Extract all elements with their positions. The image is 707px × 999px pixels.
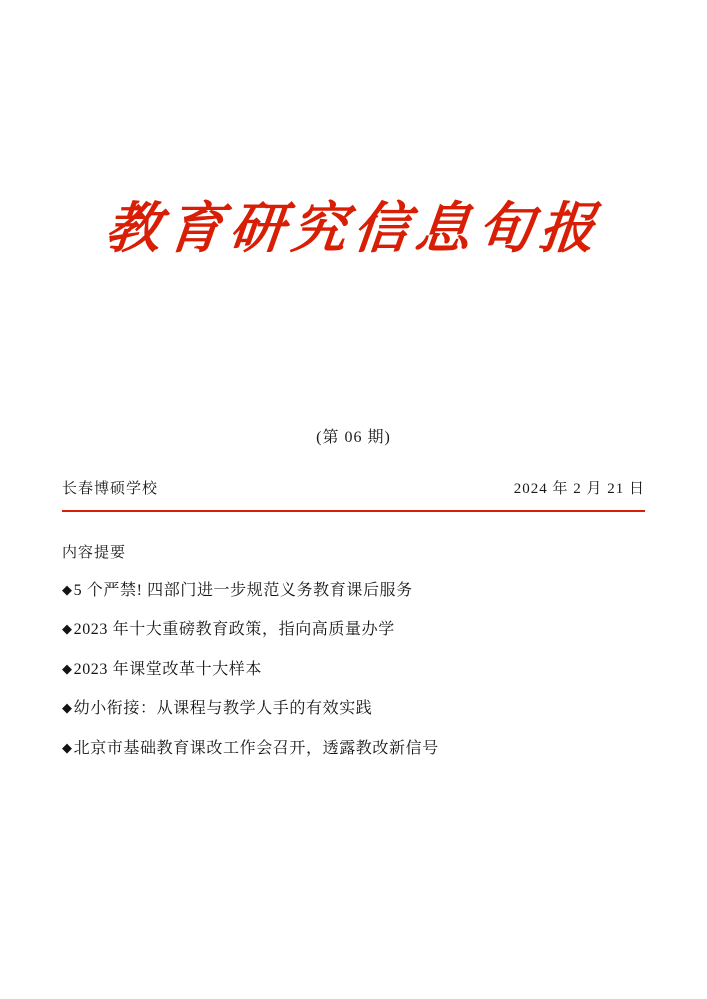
diamond-bullet-icon: ◆ (62, 739, 73, 755)
contents-list (62, 582, 645, 779)
list-item (62, 661, 645, 679)
diamond-bullet-icon: ◆ (62, 660, 73, 676)
diamond-bullet-icon: ◆ (62, 700, 73, 716)
list-item (62, 582, 645, 600)
list-item-label: 幼小衔接：从课程与教学人手的有效实践 (73, 700, 373, 718)
list-item (62, 621, 645, 639)
horizontal-rule (62, 510, 645, 512)
diamond-bullet-icon: ◆ (62, 582, 73, 597)
diamond-bullet-icon: ◆ (62, 621, 73, 637)
list-item-label: 北京市基础教育课改工作会召开，透露教改新信号 (73, 739, 439, 757)
list-item-label: 2023 年十大重磅教育政策，指向高质量办学 (73, 621, 395, 639)
organization-name: 长春博硕学校 (62, 481, 159, 497)
list-item-label: 2023 年课堂改革十大样本 (73, 660, 263, 678)
masthead-title: 教育研究信息旬报 (102, 198, 605, 259)
list-item (62, 740, 645, 758)
summary-heading: 内容提要 (62, 545, 127, 561)
list-item-label: 5 个严禁! 四部门进一步规范义务教育课后服务 (73, 582, 413, 599)
list-item (62, 700, 645, 718)
document-meta (62, 477, 645, 498)
publication-date: 2024 年 2 月 21 日 (513, 481, 645, 497)
issue-number: (第 06 期) (316, 429, 391, 446)
